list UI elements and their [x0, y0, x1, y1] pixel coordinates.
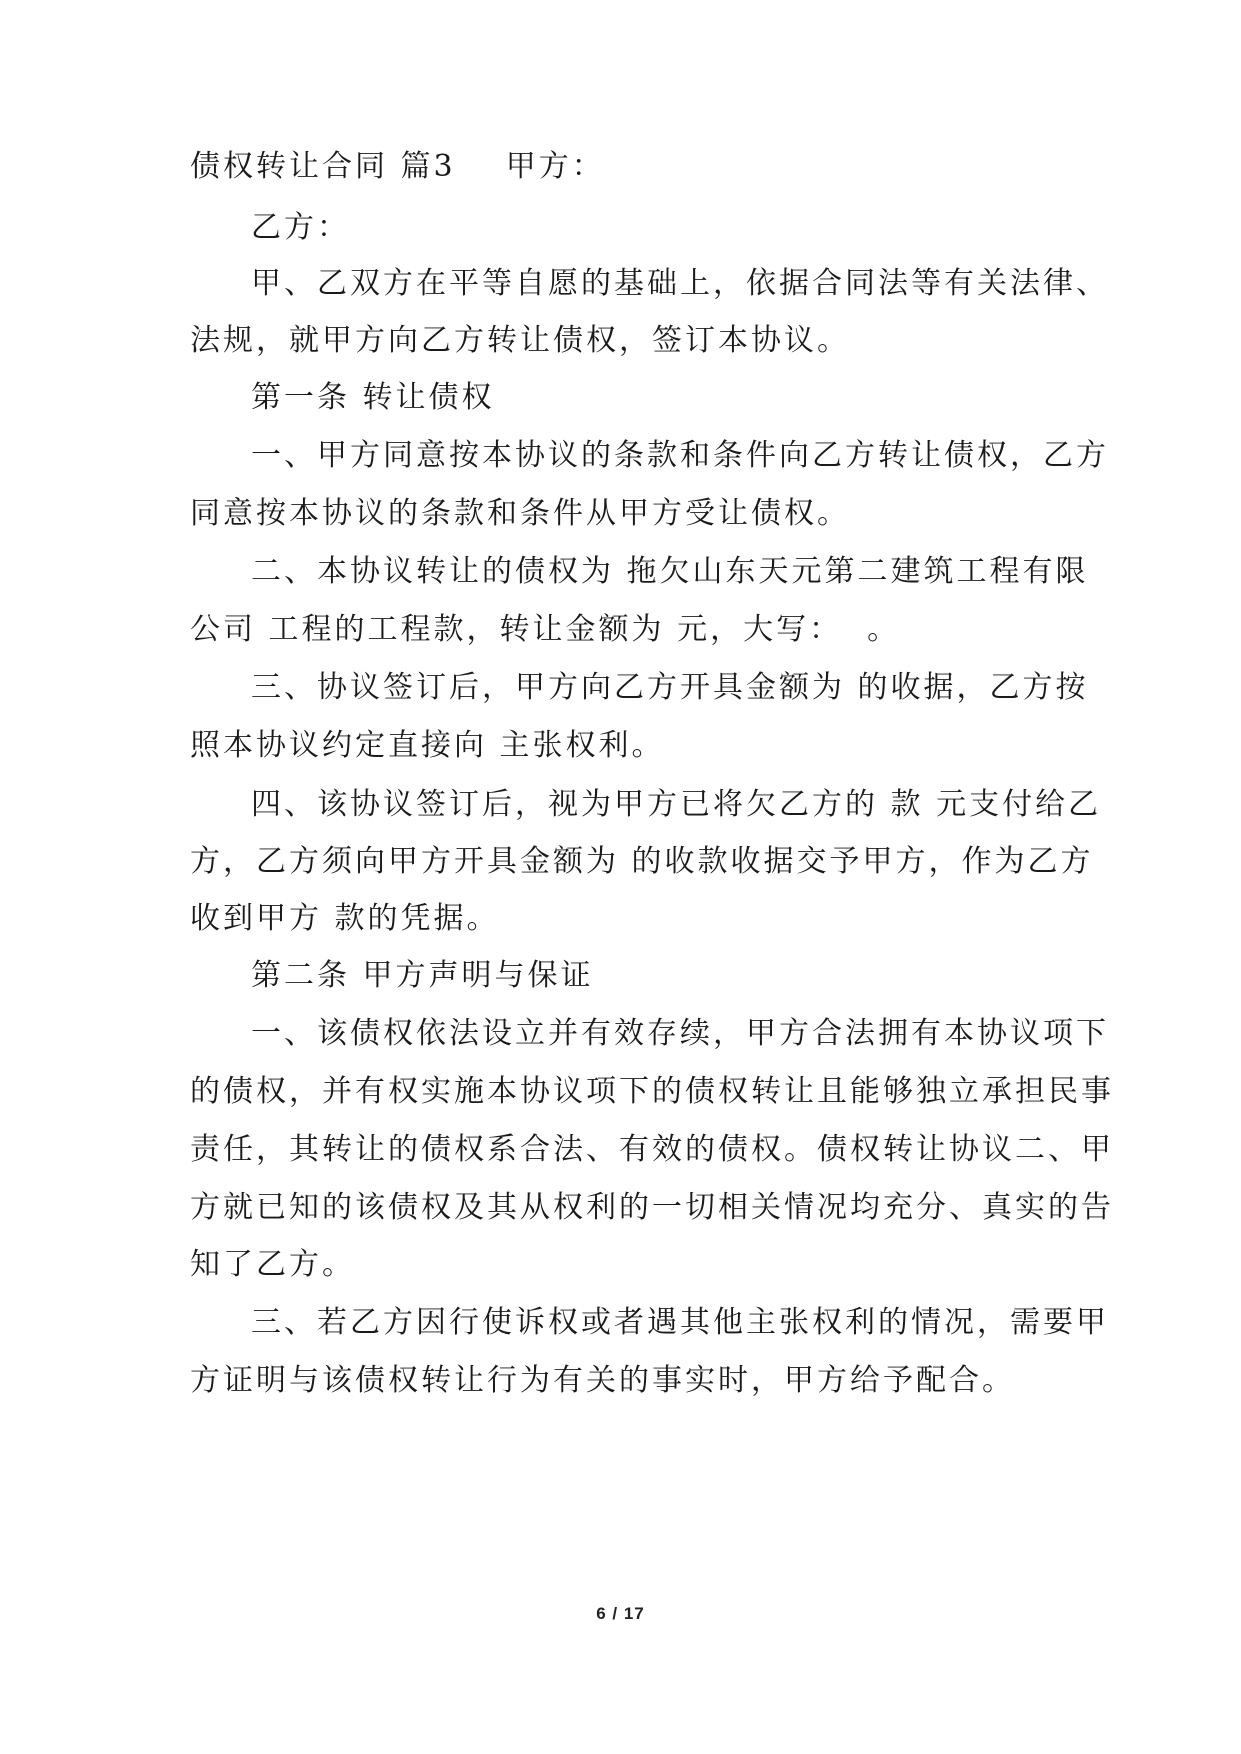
paragraph-line: 知了乙方。	[190, 1247, 355, 1282]
document-title-line: 债权转让合同 篇3 甲方：	[190, 149, 605, 184]
paragraph-line: 同意按本协议的条款和条件从甲方受让债权。	[190, 496, 850, 531]
paragraph-line: 一、甲方同意按本协议的条款和条件向乙方转让债权，乙方	[251, 438, 1109, 473]
paragraph-line: 责任，其转让的债权系合法、有效的债权。债权转让协议二、甲	[190, 1132, 1114, 1167]
party-b-line: 乙方：	[251, 210, 350, 245]
paragraph-line: 方就已知的该债权及其从权利的一切相关情况均充分、真实的告	[190, 1190, 1114, 1225]
paragraph-line: 三、若乙方因行使诉权或者遇其他主张权利的情况，需要甲	[251, 1305, 1109, 1340]
paragraph-line: 的债权，并有权实施本协议项下的债权转让且能够独立承担民事	[190, 1074, 1114, 1109]
paragraph-line: 收到甲方 款的凭据。	[190, 901, 500, 936]
paragraph-line: 公司 工程的工程款，转让金额为 元，大写： 。	[190, 612, 901, 647]
paragraph-line: 三、协议签订后，甲方向乙方开具金额为 的收据，乙方按	[251, 670, 1089, 705]
article-heading: 第二条 甲方声明与保证	[251, 958, 594, 993]
article-heading: 第一条 转让债权	[251, 380, 495, 415]
page-number: 6 / 17	[596, 1604, 645, 1623]
paragraph-line: 方，乙方须向甲方开具金额为 的收款收据交予甲方，作为乙方	[190, 844, 1094, 879]
paragraph-line: 方证明与该债权转让行为有关的事实时，甲方给予配合。	[190, 1363, 1015, 1398]
paragraph-line: 四、该协议签订后，视为甲方已将欠乙方的 款 元支付给乙	[251, 787, 1102, 822]
paragraph-line: 照本协议约定直接向 主张权利。	[190, 728, 665, 763]
paragraph-line: 法规，就甲方向乙方转让债权，签订本协议。	[190, 323, 850, 358]
paragraph-line: 一、该债权依法设立并有效存续，甲方合法拥有本协议项下	[251, 1016, 1109, 1051]
paragraph-line: 甲、乙双方在平等自愿的基础上，依据合同法等有关法律、	[251, 266, 1109, 301]
paragraph-line: 二、本协议转让的债权为 拖欠山东天元第二建筑工程有限	[251, 554, 1089, 589]
